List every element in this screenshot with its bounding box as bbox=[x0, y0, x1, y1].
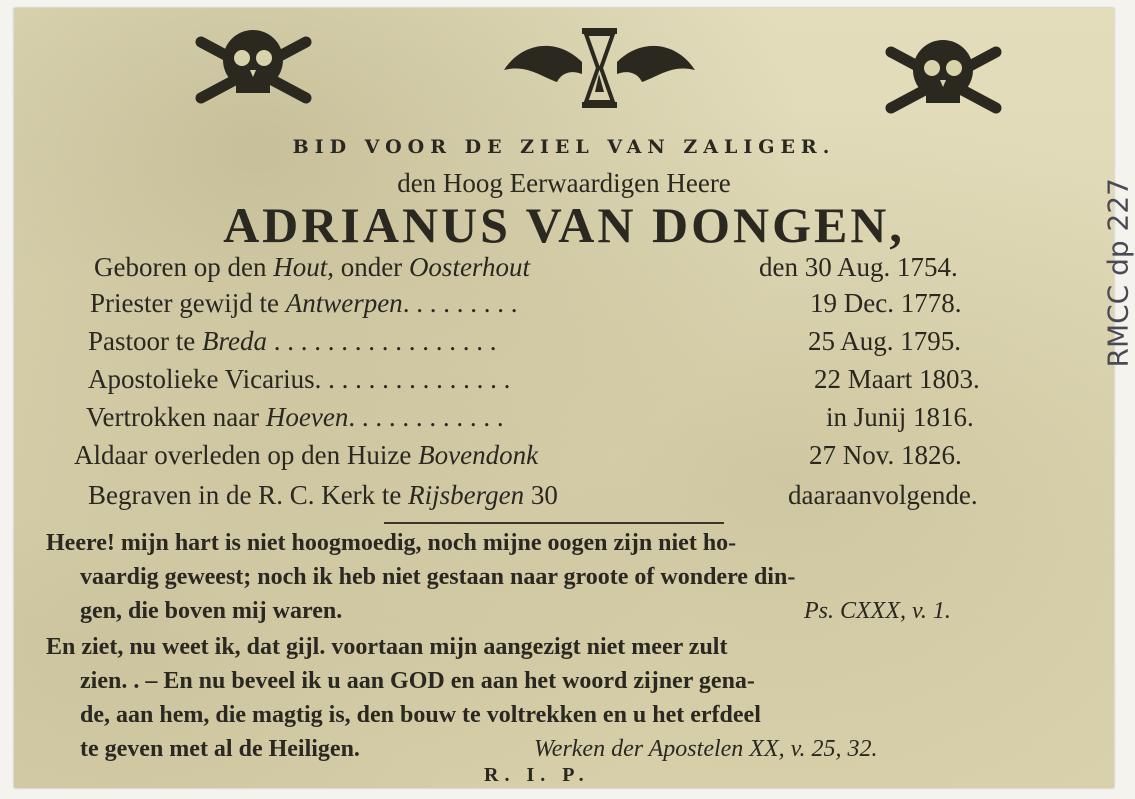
psalm-reference: Ps. CXXX, v. 1. bbox=[804, 598, 951, 624]
psalm-line: gen, die boven mij waren. bbox=[80, 598, 343, 624]
skull-crossbones-icon-left bbox=[186, 20, 321, 108]
bio-date: 25 Aug. 1795. bbox=[808, 326, 962, 356]
divider-rule bbox=[384, 522, 724, 524]
bio-date: 22 Maart 1803. bbox=[814, 364, 980, 394]
memorial-card bbox=[14, 8, 1135, 788]
bio-row-died: Aldaar overleden op den Huize Bovendonk 27 Nov. 1826. bbox=[74, 440, 962, 470]
bio-row-born: Geboren op den Hout, onder Oosterhout den 30 Aug. 1754. bbox=[94, 252, 958, 282]
bio-date: den 30 Aug. 1754. bbox=[759, 252, 958, 282]
rip-text: R. I. P. bbox=[484, 764, 590, 786]
acts-line: zien. . – En nu beveel ik u aan GOD en aan het woord zijner gena- bbox=[80, 668, 755, 694]
skull-crossbones-icon-right bbox=[876, 30, 1011, 118]
bio-date: daaraanvolgende. bbox=[788, 480, 978, 510]
bio-date: 19 Dec. 1778. bbox=[810, 288, 962, 318]
winged-hourglass-icon bbox=[502, 22, 697, 112]
prayer-header: BID VOOR DE ZIEL VAN ZALIGER. bbox=[292, 136, 836, 158]
deceased-name: ADRIANUS VAN DONGEN, bbox=[223, 197, 905, 253]
bio-row-ordained: Priester gewijd te Antwerpen. . . . . . . . . 19 Dec. 1778. bbox=[90, 288, 962, 318]
psalm-line: vaardig geweest; noch ik heb niet gestaan naar groote of wondere din- bbox=[80, 564, 796, 590]
bio-row-vicar: Apostolieke Vicarius. . . . . . . . . . . . . . . 22 Maart 1803. bbox=[88, 364, 980, 394]
bio-date: 27 Nov. 1826. bbox=[809, 440, 962, 470]
archive-pencil-note: RMCC dp 227 bbox=[1102, 178, 1135, 368]
bio-date: in Junij 1816. bbox=[826, 402, 974, 432]
bio-row-buried: Begraven in de R. C. Kerk te Rijsbergen 30 daaraanvolgende. bbox=[88, 480, 978, 510]
honorific: den Hoog Eerwaardigen Heere bbox=[397, 168, 731, 198]
psalm-line: Heere! mijn hart is niet hoogmoedig, noch mijne oogen zijn niet ho- bbox=[46, 530, 737, 556]
acts-reference: Werken der Apostelen XX, v. 25, 32. bbox=[534, 736, 878, 762]
acts-line: te geven met al de Heiligen. bbox=[80, 736, 360, 762]
bio-row-departed: Vertrokken naar Hoeven. . . . . . . . . . . . in Junij 1816. bbox=[86, 402, 974, 432]
acts-line: de, aan hem, die magtig is, den bouw te voltrekken en u het erfdeel bbox=[80, 702, 761, 728]
acts-line: En ziet, nu weet ik, dat gijl. voortaan mijn aangezigt niet meer zult bbox=[46, 634, 728, 660]
bio-row-pastor: Pastoor te Breda . . . . . . . . . . . . . . . . . 25 Aug. 1795. bbox=[88, 326, 962, 356]
